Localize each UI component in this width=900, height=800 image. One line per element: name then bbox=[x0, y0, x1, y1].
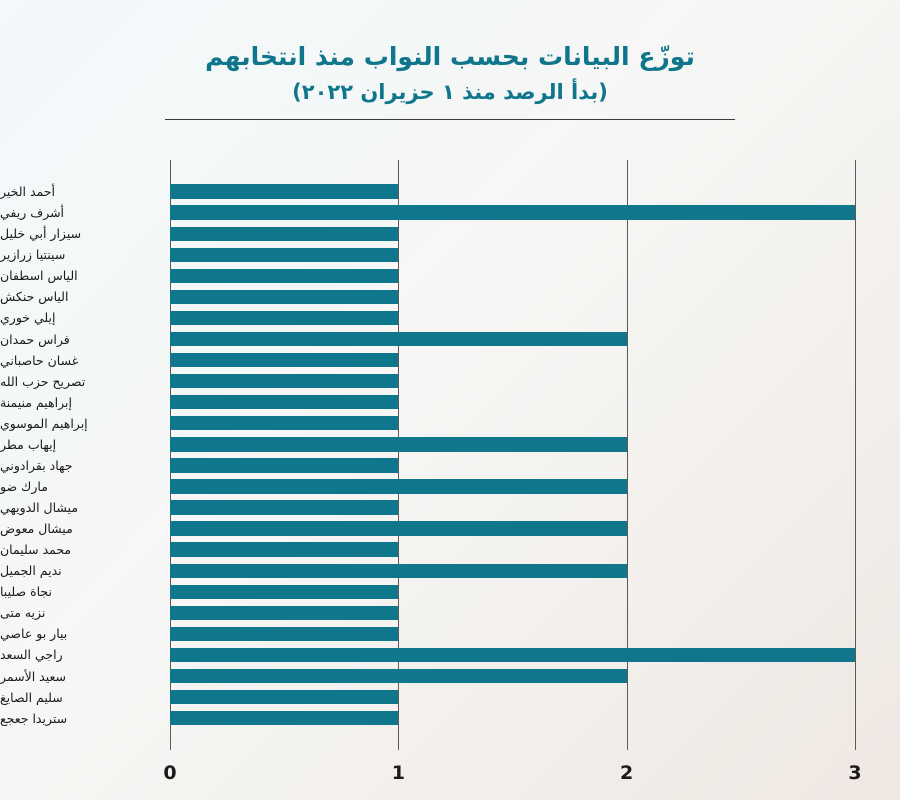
bar-row bbox=[170, 518, 855, 539]
plot-wrapper bbox=[0, 160, 900, 800]
bar bbox=[170, 564, 627, 578]
y-axis-tick-label: إبراهيم منيمنة bbox=[0, 394, 72, 410]
y-axis-tick-label: سيزار أبي خليل bbox=[0, 226, 82, 242]
y-axis-tick-label: سعيد الأسمر bbox=[0, 668, 67, 684]
bar-row bbox=[170, 539, 855, 560]
bar bbox=[170, 606, 398, 620]
bar-series bbox=[170, 160, 855, 771]
y-axis-tick-label: مارك ضو bbox=[0, 478, 48, 494]
plot-area bbox=[170, 160, 855, 750]
x-axis-tick-label: 2 bbox=[620, 762, 634, 784]
bar-row bbox=[170, 244, 855, 265]
y-axis-tick-label: ستريدا جعجع bbox=[0, 710, 68, 726]
y-axis-tick-label: الياس حنكش bbox=[0, 289, 69, 305]
bar-row bbox=[170, 286, 855, 307]
bar bbox=[170, 205, 855, 219]
x-axis-tick-label: 0 bbox=[163, 762, 177, 784]
bar-row bbox=[170, 202, 855, 223]
bar bbox=[170, 353, 398, 367]
bar bbox=[170, 585, 398, 599]
y-axis-tick-label: راجي السعد bbox=[0, 647, 63, 663]
y-axis-tick-label: تصريح حزب الله bbox=[0, 373, 86, 389]
y-axis-tick-label: الياس اسطفان bbox=[0, 268, 78, 284]
y-axis-tick-label: أحمد الخير bbox=[0, 184, 55, 200]
bar-row bbox=[170, 602, 855, 623]
y-axis-tick-label: نديم الجميل bbox=[0, 563, 62, 579]
bar-row bbox=[170, 413, 855, 434]
bar-row bbox=[170, 581, 855, 602]
bar bbox=[170, 416, 398, 430]
bar bbox=[170, 437, 627, 451]
bar bbox=[170, 311, 398, 325]
y-axis-tick-label: أشرف ريفي bbox=[0, 205, 65, 221]
bar bbox=[170, 184, 398, 198]
bar bbox=[170, 711, 398, 725]
bar-row bbox=[170, 181, 855, 202]
y-axis-labels bbox=[0, 160, 162, 750]
bar bbox=[170, 542, 398, 556]
bar-row bbox=[170, 497, 855, 518]
x-axis-tick-label: 3 bbox=[848, 762, 862, 784]
y-axis-tick-label: ميشال الدويهي bbox=[0, 500, 79, 515]
bar bbox=[170, 458, 398, 472]
bar bbox=[170, 269, 398, 283]
bar-row bbox=[170, 623, 855, 644]
title-block bbox=[0, 40, 900, 120]
gridline-3 bbox=[855, 160, 856, 750]
y-axis-tick-label: إبراهيم الموسوي bbox=[0, 415, 88, 431]
bar bbox=[170, 395, 398, 409]
bar bbox=[170, 627, 398, 641]
bar-row bbox=[170, 434, 855, 455]
bar-row bbox=[170, 371, 855, 392]
bar-row bbox=[170, 265, 855, 286]
y-axis-tick-label: سينتيا زرازير bbox=[0, 247, 66, 263]
bar-row bbox=[170, 350, 855, 371]
y-axis-tick-label: إيهاب مطر bbox=[0, 436, 57, 452]
page-subtitle: (بدأ الرصد منذ ١ حزيران ٢٠٢٢) bbox=[292, 79, 608, 104]
bar bbox=[170, 290, 398, 304]
bar bbox=[170, 669, 627, 683]
bar-row bbox=[170, 644, 855, 665]
y-axis-tick-label: بيار بو عاصي bbox=[0, 626, 68, 642]
bar bbox=[170, 227, 398, 241]
x-axis-tick-label: 1 bbox=[391, 762, 405, 784]
y-axis-tick-label: إيلي خوري bbox=[0, 310, 56, 326]
bar-row bbox=[170, 223, 855, 244]
bar-row bbox=[170, 392, 855, 413]
y-axis-tick-label: فراس حمدان bbox=[0, 331, 70, 347]
y-axis-tick-label: سليم الصايغ bbox=[0, 689, 63, 705]
bar-row bbox=[170, 329, 855, 350]
bar-row bbox=[170, 666, 855, 687]
bar bbox=[170, 479, 627, 493]
bar bbox=[170, 648, 855, 662]
y-axis-tick-label: غسان حاصباني bbox=[0, 352, 79, 368]
bar bbox=[170, 500, 398, 514]
bar bbox=[170, 690, 398, 704]
bar bbox=[170, 332, 627, 346]
y-axis-tick-label: نجاة صليبا bbox=[0, 584, 52, 600]
y-axis-tick-label: ميشال معوض bbox=[0, 521, 73, 537]
bar-row bbox=[170, 476, 855, 497]
y-axis-tick-label: نزيه متى bbox=[0, 605, 46, 621]
y-axis-tick-label: جهاد بقرادوني bbox=[0, 457, 73, 473]
title-divider bbox=[165, 119, 735, 120]
bar-row bbox=[170, 307, 855, 328]
bar bbox=[170, 248, 398, 262]
bar-row bbox=[170, 455, 855, 476]
bar bbox=[170, 374, 398, 388]
bar bbox=[170, 521, 627, 535]
bar-row bbox=[170, 708, 855, 729]
bar-row bbox=[170, 687, 855, 708]
y-axis-tick-label: محمد سليمان bbox=[0, 542, 72, 558]
x-axis bbox=[163, 756, 862, 796]
page-title: توزّع البيانات بحسب النواب منذ انتخابهم bbox=[205, 42, 695, 71]
bar-row bbox=[170, 560, 855, 581]
